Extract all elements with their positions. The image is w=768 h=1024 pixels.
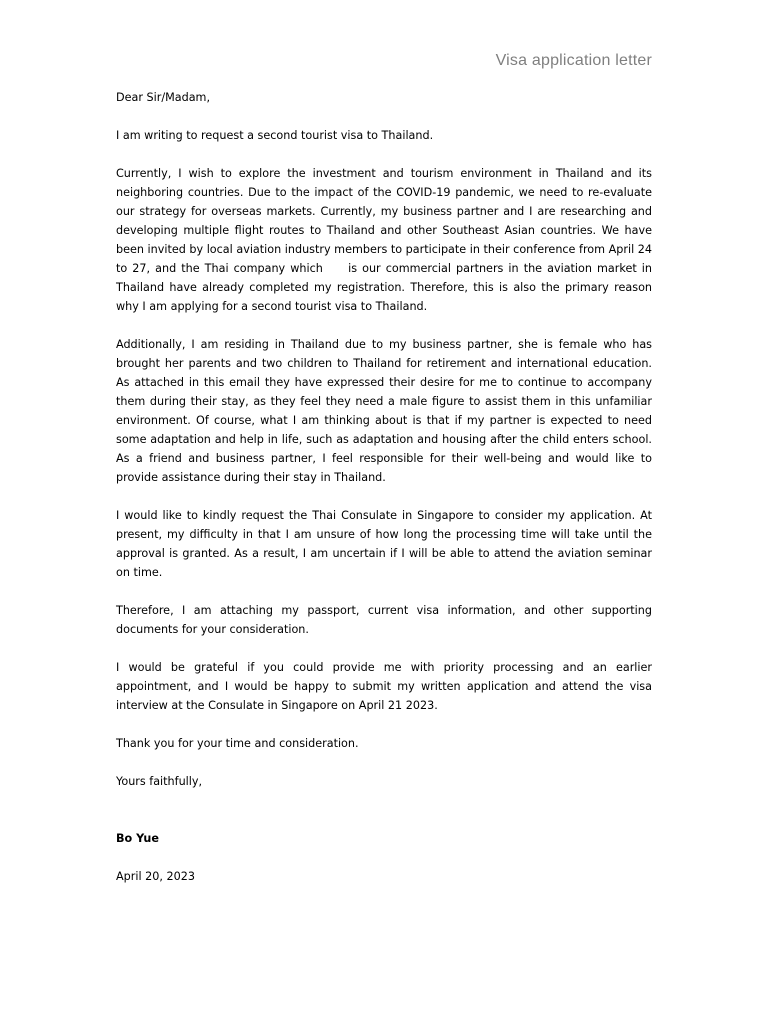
paragraph-consulate: I would like to kindly request the Thai Consulate in Singapore to consider my application. At present, my difficulty in that I am unsure of how long the processing time will take until the approval is granted. As a result, I am uncertain if I will be able to attend the aviation seminar on time.	[116, 509, 652, 579]
letter-body	[116, 88, 656, 905]
salutation: Dear Sir/Madam,	[116, 91, 211, 104]
letter-date: April 20, 2023	[116, 870, 195, 883]
signature-name: Bo Yue	[116, 832, 159, 845]
document-title: Visa application letter	[495, 52, 652, 69]
paragraph-attachments: Therefore, I am attaching my passport, current visa information, and other supporting documents for your consideration.	[116, 604, 652, 636]
paragraph-priority: I would be grateful if you could provide me with priority processing and an earlier appointment, and I would be happy to submit my written application and attend the visa interview at the Consulate in Singapore on April 21 2023.	[116, 661, 652, 712]
closing: Yours faithfully,	[116, 775, 203, 788]
paragraph-residence: Additionally, I am residing in Thailand due to my business partner, she is female who has brought her parents and two children to Thailand for retirement and international education. As attached in this email they have expressed their desire for me to continue to accompany them during their stay, as they feel they need a male figure to assist them in this unfamiliar environment. Of course, what I am thinking about is that if my partner is expected to need some adaptation and help in life, such as adaptation and housing after the child enters school. As a friend and business partner, I feel responsible for their well-being and would like to provide assistance during their stay in Thailand.	[116, 338, 652, 484]
paragraph-thanks: Thank you for your time and consideration.	[116, 737, 359, 750]
signature-space	[116, 810, 652, 829]
paragraph-investment: Currently, I wish to explore the investment and tourism environment in Thailand and its neighboring countries. Due to the impact of the COVID-19 pandemic, we need to re-evaluate our strategy for overseas markets. Currently, my business partner and I are researching and developing multiple flight routes to Thailand and other Southeast Asian countries. We have been invited by local aviation industry members to participate in their conference from April 24 to 27, and the Thai company which is our commercial partners in the aviation market in Thailand have already completed my registration. Therefore, this is also the primary reason why I am applying for a second tourist visa to Thailand.	[116, 167, 656, 313]
paragraph-request: I am writing to request a second tourist visa to Thailand.	[116, 129, 434, 142]
